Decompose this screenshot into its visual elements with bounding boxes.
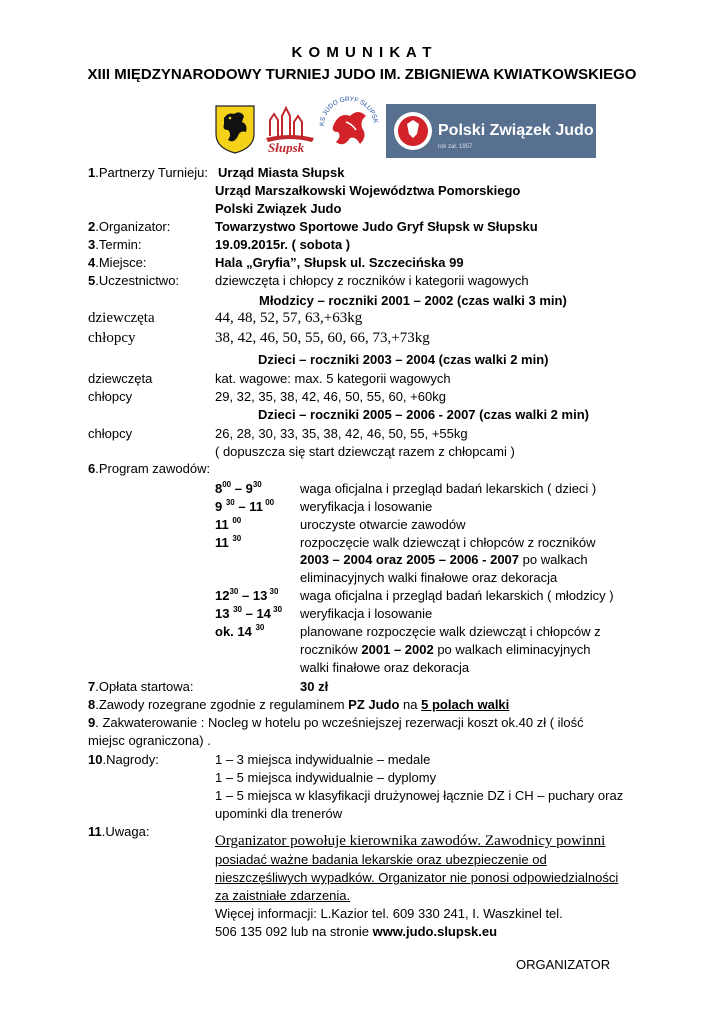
svg-text:Polski Związek Judo: Polski Związek Judo bbox=[438, 122, 594, 139]
svg-text:rok zał. 1957: rok zał. 1957 bbox=[438, 144, 473, 150]
group-row-value: 44, 48, 52, 57, 63,+63kg bbox=[215, 310, 363, 326]
participation-label: 5.Uczestnictwo: bbox=[88, 273, 180, 288]
group-row-label: chłopcy bbox=[88, 426, 133, 441]
notes-label: 11.Uwaga: bbox=[88, 824, 150, 839]
accommodation-line: miejsc ograniczona) . bbox=[88, 733, 211, 748]
prize-item: upominki dla trenerów bbox=[215, 806, 343, 821]
group-heading: Dzieci – roczniki 2005 – 2006 - 2007 (czas walki 2 min) bbox=[258, 407, 589, 422]
slupsk-city-logo bbox=[262, 106, 318, 154]
contact-info: Więcej informacji: L.Kazior tel. 609 330 241, I. Waszkinel tel. bbox=[215, 906, 563, 921]
document-subtitle: XIII MIĘDZYNARODOWY TURNIEJ JUDO IM. ZBIGNIEWA KWIATKOWSKIEGO bbox=[87, 66, 637, 83]
prize-item: 1 – 5 miejsca w klasyfikacji drużynowej łącznie DZ i CH – puchary oraz bbox=[215, 788, 624, 803]
pomorskie-crest-logo bbox=[214, 104, 256, 154]
svg-text:KS JUDO GRYF SŁUPSK: KS JUDO GRYF SŁUPSK bbox=[318, 95, 379, 127]
program-text: roczników 2001 – 2002 po walkach eliminacyjnych bbox=[300, 642, 591, 657]
place-value: Hala „Gryfia”, Słupsk ul. Szczecińska 99 bbox=[215, 255, 464, 270]
program-time: 11 $^{00}$ bbox=[215, 515, 242, 532]
group-row-value: 26, 28, 30, 33, 35, 38, 42, 46, 50, 55, +55kg bbox=[215, 426, 468, 441]
document-title: K O M U N I K A T bbox=[291, 44, 433, 61]
program-text: waga oficjalna i przegląd badań lekarskich ( młodzicy ) bbox=[300, 588, 614, 603]
group-heading: Dzieci – roczniki 2003 – 2004 (czas walki 2 min) bbox=[258, 352, 549, 367]
program-text: weryfikacja i losowanie bbox=[300, 606, 433, 621]
program-text: waga oficjalna i przegląd badań lekarskich ( dzieci ) bbox=[300, 481, 597, 496]
program-text: walki finałowe oraz dekoracja bbox=[300, 660, 470, 675]
program-time: ok. 14 $^{30}$ bbox=[215, 622, 265, 639]
place-label: 4.Miejsce: bbox=[88, 255, 147, 270]
group-row-value: kat. wagowe: max. 5 kategorii wagowych bbox=[215, 371, 451, 386]
partner-item: Urząd Marszałkowski Województwa Pomorskiego bbox=[215, 183, 521, 198]
group-row-value: 38, 42, 46, 50, 55, 60, 66, 73,+73kg bbox=[215, 330, 430, 346]
group-row-label: chłopcy bbox=[88, 330, 136, 346]
group-heading: Młodzicy – roczniki 2001 – 2002 (czas walki 3 min) bbox=[259, 293, 567, 308]
group-row-label: chłopcy bbox=[88, 389, 133, 404]
svg-text:Słupsk: Słupsk bbox=[268, 140, 305, 154]
program-text: eliminacyjnych walki finałowe oraz dekoracja bbox=[300, 570, 558, 585]
group-row-label: dziewczęta bbox=[88, 371, 153, 386]
fee-label: 7.Opłata startowa: bbox=[88, 679, 194, 694]
fee-value: 30 zł bbox=[300, 679, 329, 694]
participation-value: dziewczęta i chłopcy z roczników i kategorii wagowych bbox=[215, 273, 529, 288]
prize-item: 1 – 5 miejsca indywidualnie – dyplomy bbox=[215, 770, 437, 785]
program-time: 11 $^{30}$ bbox=[215, 533, 242, 550]
organizer-label: 2.Organizator: bbox=[88, 219, 171, 234]
program-text: weryfikacja i losowanie bbox=[300, 499, 433, 514]
prizes-label: 10.Nagrody: bbox=[88, 752, 159, 767]
contact-info: 506 135 092 lub na stronie www.judo.slupsk.eu bbox=[215, 924, 498, 939]
program-text: planowane rozpoczęcie walk dziewcząt i chłopców z bbox=[300, 624, 601, 639]
organizer-value: Towarzystwo Sportowe Judo Gryf Słupsk w Słupsku bbox=[215, 219, 538, 234]
group-row-value: 29, 32, 35, 38, 42, 46, 50, 55, 60, +60kg bbox=[215, 389, 446, 404]
program-time: $12^{30} - 13$ $^{30}$ bbox=[215, 586, 279, 603]
term-label: 3.Termin: bbox=[88, 237, 142, 252]
notes-line: posiadać ważne badania lekarskie oraz ubezpieczenie od bbox=[215, 852, 547, 867]
program-text: uroczyste otwarcie zawodów bbox=[300, 517, 466, 532]
website-link[interactable]: www.judo.slupsk.eu bbox=[372, 924, 498, 939]
notes-line: za zaistniałe zdarzenia. bbox=[215, 888, 351, 903]
program-label: 6.Program zawodów: bbox=[88, 461, 211, 476]
program-time: 13 $^{30}$ – 14 $^{30}$ bbox=[215, 604, 283, 621]
partner-item: Polski Związek Judo bbox=[215, 201, 342, 216]
group-note: ( dopuszcza się start dziewcząt razem z chłopcami ) bbox=[215, 444, 515, 459]
accommodation-line: 9. Zakwaterowanie : Nocleg w hotelu po wcześniejszej rezerwacji koszt ok.40 zł ( ilość bbox=[88, 715, 584, 730]
gryf-club-logo bbox=[316, 86, 382, 156]
signature: ORGANIZATOR bbox=[516, 957, 611, 972]
rules-line: 8.Zawody rozegrane zgodnie z regulaminem PZ Judo na 5 polach walki bbox=[88, 697, 510, 712]
program-text: rozpoczęcie walk dziewcząt i chłopców z roczników bbox=[300, 535, 596, 550]
program-time: 9 $^{30}$ – 11 $^{00}$ bbox=[215, 497, 275, 514]
partner-item: Urząd Miasta Słupsk bbox=[218, 165, 345, 180]
group-row-label: dziewczęta bbox=[88, 310, 155, 326]
program-text: 2003 – 2004 oraz 2005 – 2006 - 2007 po walkach bbox=[300, 552, 588, 567]
partners-label: 1.Partnerzy Turnieju: bbox=[88, 165, 208, 180]
term-value: 19.09.2015r. ( sobota ) bbox=[215, 237, 351, 252]
pzj-logo bbox=[386, 104, 596, 158]
prize-item: 1 – 3 miejsca indywidualnie – medale bbox=[215, 752, 431, 767]
notes-line: nieszczęśliwych wypadków. Organizator nie ponosi odpowiedzialności bbox=[215, 870, 619, 885]
notes-line: Organizator powołuje kierownika zawodów. Zawodnicy powinni bbox=[215, 833, 606, 849]
program-time: $8^{00} - 9^{30}$ bbox=[215, 479, 262, 496]
